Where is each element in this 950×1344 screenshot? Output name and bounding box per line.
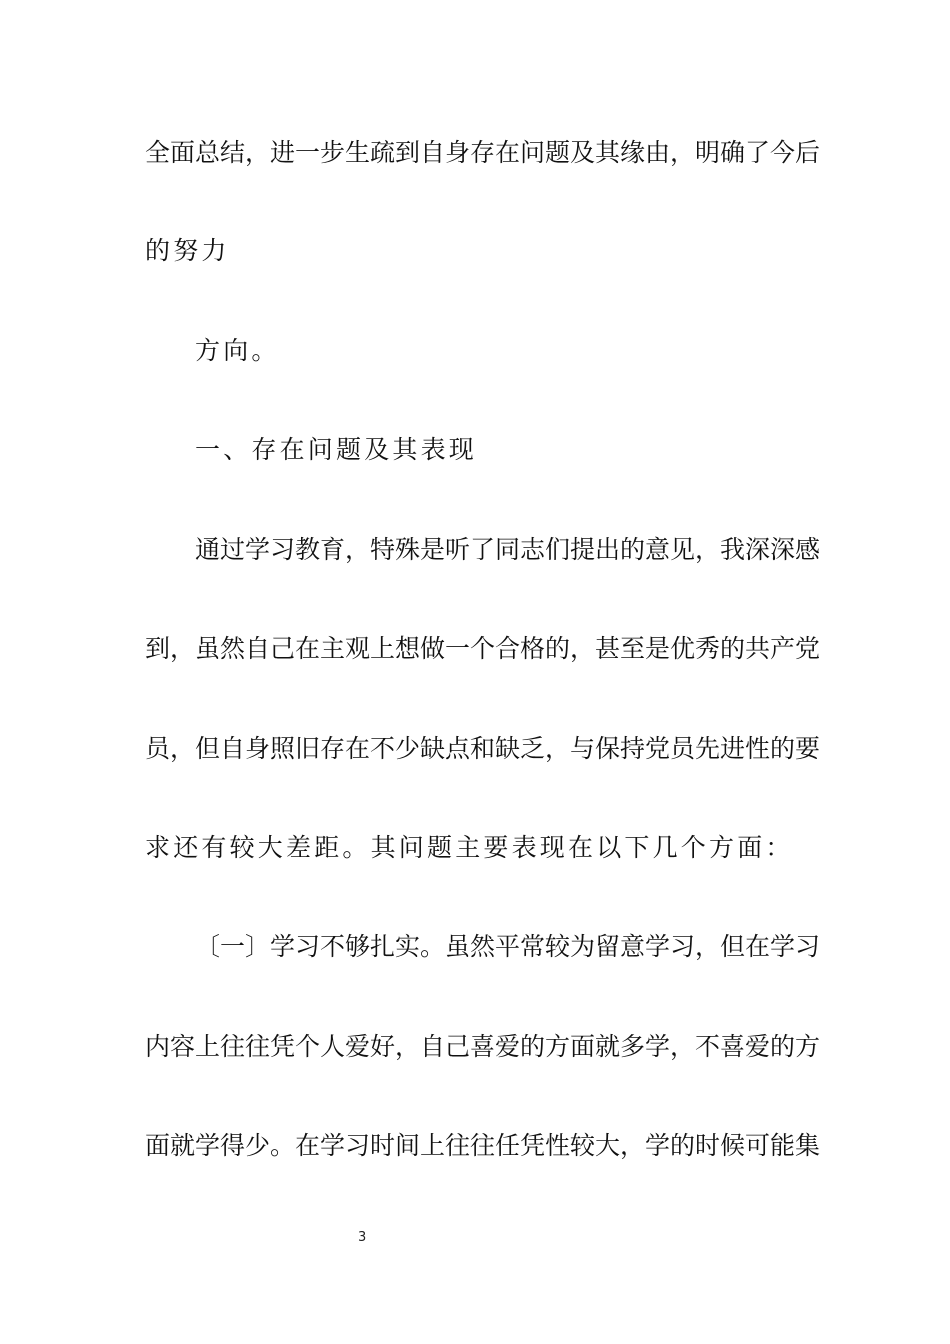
body-text-line: 全面总结，进一步生疏到自身存在问题及其缘由，明确了今后 [145, 138, 821, 167]
body-text-line: 通过学习教育，特殊是听了同志们提出的意见，我深深感 [195, 535, 821, 564]
section-heading: 一、存在问题及其表现 [195, 435, 478, 464]
body-text-line: 的努力 [145, 236, 230, 265]
body-text-line: 面就学得少。在学习时间上往往任凭性较大，学的时候可能集 [145, 1131, 821, 1160]
page-number: 3 [358, 1230, 367, 1245]
body-text-line: 求还有较大差距。其问题主要表现在以下几个方面： [145, 833, 794, 862]
body-text-line: 内容上往往凭个人爱好，自己喜爱的方面就多学，不喜爱的方 [145, 1032, 821, 1061]
body-text-line: 到，虽然自己在主观上想做一个合格的，甚至是优秀的共产党 [145, 634, 821, 663]
body-text-line: 〔一〕学习不够扎实。虽然平常较为留意学习，但在学习 [195, 932, 821, 961]
body-text-line: 员，但自身照旧存在不少缺点和缺乏，与保持党员先进性的要 [145, 734, 821, 763]
body-text-line: 方向。 [195, 336, 280, 365]
